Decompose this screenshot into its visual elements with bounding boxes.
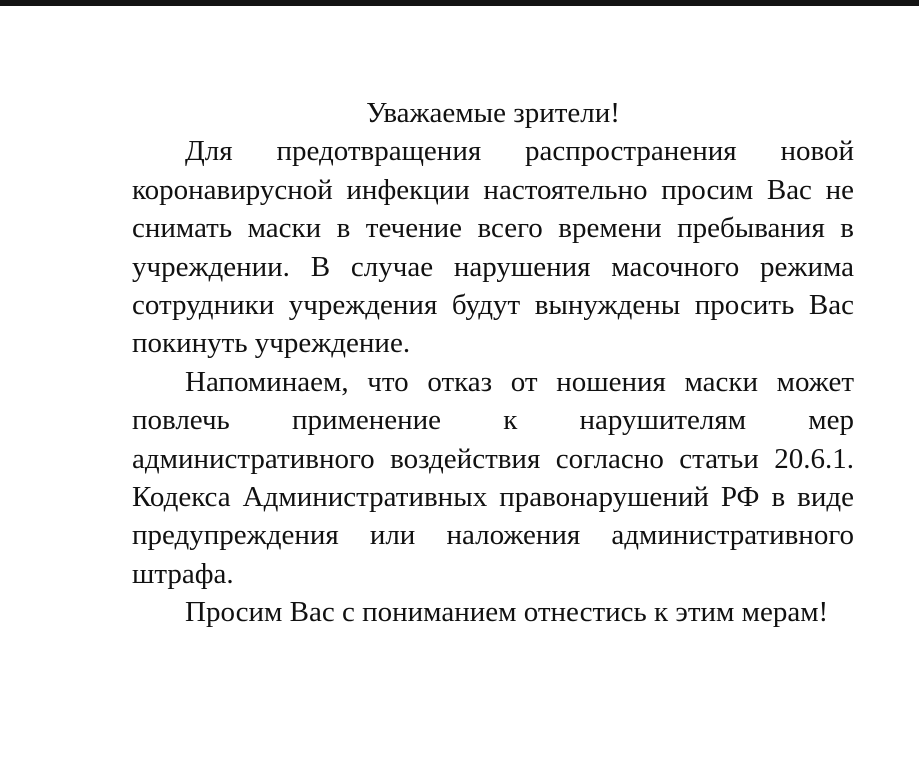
notice-title: Уважаемые зрители! xyxy=(366,97,620,129)
notice-paragraph-administrative-liability: Напоминаем, что отказ от ношения маски может повлечь применение к нарушителям мер административного воздействия согласно статьи 20.6.1. Кодекса Административных правонарушений РФ в виде предупреждения или наложения административного штрафа. xyxy=(132,365,854,590)
notice-paragraph-mask-requirement: Для предотвращения распространения новой коронавирусной инфекции настоятельно просим Вас не снимать маски в течение всего времени пребывания в учреждении. В случае нарушения масочного режима сотрудники учреждения будут вынуждены просить Вас покинуть учреждение. xyxy=(132,135,854,360)
notice-paragraph-request: Просим Вас с пониманием отнестись к этим мерам! xyxy=(185,596,829,629)
notice-text-block xyxy=(132,94,854,632)
document-page xyxy=(0,6,919,768)
